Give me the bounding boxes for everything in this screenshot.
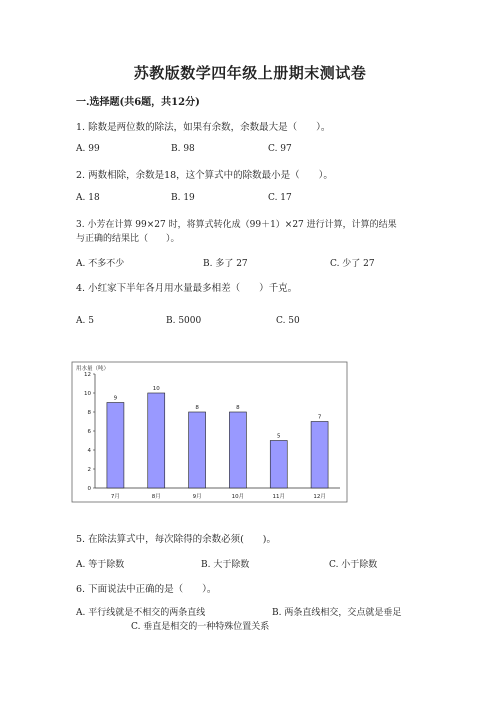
question-6: 6. 下面说法中正确的是（ ）。 bbox=[76, 584, 217, 595]
x-tick-label: 12月 bbox=[313, 494, 326, 500]
y-tick-label: 10 bbox=[84, 391, 91, 397]
page-title: 苏教版数学四年级上册期末测试卷 bbox=[133, 64, 367, 82]
bar-value-label: 7 bbox=[317, 414, 322, 421]
q4-option-b: B. 5000 bbox=[166, 316, 202, 326]
question-3-line-2: 与正确的结果比（ ）。 bbox=[76, 234, 180, 244]
bar-value-label: 10 bbox=[152, 386, 160, 392]
q2-option-c: C. 17 bbox=[268, 193, 292, 203]
x-tick-label: 7月 bbox=[110, 494, 120, 500]
question-1: 1. 除数是两位数的除法，如果有余数，余数最大是（ ）。 bbox=[76, 122, 331, 133]
y-tick-label: 2 bbox=[87, 467, 91, 473]
bar-value-label: 5 bbox=[277, 433, 281, 440]
chart-ylabel: 用水量（吨） bbox=[76, 366, 110, 372]
q1-option-c: C. 97 bbox=[268, 144, 292, 154]
q5-option-c: C. 小于除数 bbox=[329, 560, 378, 570]
bar bbox=[229, 412, 246, 488]
question-5: 5. 在除法算式中，每次除得的余数必须( )。 bbox=[76, 534, 276, 545]
y-tick-label: 6 bbox=[87, 429, 91, 435]
bar bbox=[148, 393, 165, 488]
q1-option-a: A. 99 bbox=[76, 144, 100, 154]
bar-value-label: 8 bbox=[195, 405, 199, 411]
x-tick-label: 11月 bbox=[272, 494, 285, 500]
bar bbox=[311, 422, 328, 489]
section-heading: 一.选择题(共6题，共12分) bbox=[76, 97, 200, 108]
bar bbox=[107, 403, 124, 489]
q6-option-b: B. 两条直线相交，交点就是垂足 bbox=[272, 608, 402, 618]
question-2: 2. 两数相除，余数是18，这个算式中的除数最小是（ ）。 bbox=[76, 170, 333, 181]
y-tick-label: 4 bbox=[87, 448, 91, 454]
q4-option-c: C. 50 bbox=[276, 316, 300, 326]
question-3-line-1: 3. 小芳在计算 99×27 时，将算式转化成（99＋1）×27 进行计算，计算的结果 bbox=[76, 220, 397, 230]
q6-option-c: C. 垂直是相交的一种特殊位置关系 bbox=[131, 622, 270, 632]
x-tick-label: 9月 bbox=[192, 494, 202, 500]
q2-option-a: A. 18 bbox=[76, 193, 100, 203]
q1-option-b: B. 98 bbox=[171, 144, 195, 154]
y-tick-label: 12 bbox=[84, 372, 91, 378]
q3-option-a: A. 不多不少 bbox=[76, 259, 125, 269]
q2-option-b: B. 19 bbox=[171, 193, 195, 203]
y-tick-label: 0 bbox=[87, 486, 91, 492]
q5-option-a: A. 等于除数 bbox=[76, 560, 125, 570]
bar-value-label: 9 bbox=[113, 395, 118, 402]
q3-option-c: C. 少了 27 bbox=[330, 259, 375, 269]
x-tick-label: 8月 bbox=[151, 494, 161, 500]
q3-option-b: B. 多了 27 bbox=[203, 259, 248, 269]
q4-option-a: A. 5 bbox=[76, 316, 94, 326]
x-tick-label: 10月 bbox=[231, 494, 245, 500]
y-tick-label: 8 bbox=[87, 410, 91, 416]
q6-option-a: A. 平行线就是不相交的两条直线 bbox=[76, 608, 206, 618]
bar-value-label: 8 bbox=[236, 405, 240, 411]
question-4: 4. 小红家下半年各月用水量最多相差（ ）千克。 bbox=[76, 283, 298, 294]
bar bbox=[270, 441, 287, 489]
bar bbox=[189, 412, 206, 488]
water-usage-chart bbox=[70, 360, 350, 505]
q5-option-b: B. 大于除数 bbox=[201, 560, 250, 570]
